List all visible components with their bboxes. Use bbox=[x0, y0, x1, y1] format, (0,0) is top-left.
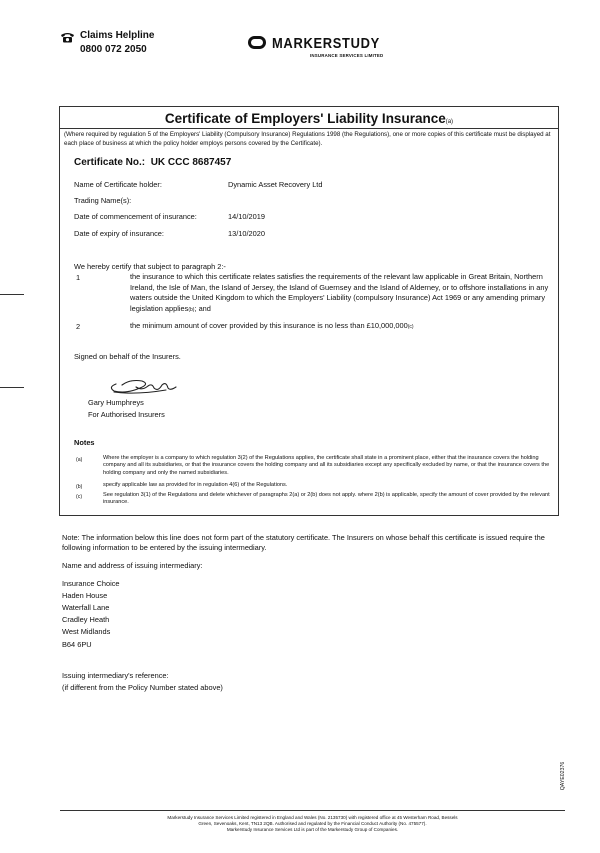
margin-mark bbox=[0, 387, 24, 388]
note-key-a: (a) bbox=[76, 457, 83, 463]
address-line: B64 6PU bbox=[62, 640, 92, 649]
address-line: Waterfall Lane bbox=[62, 603, 110, 612]
footer-divider bbox=[60, 810, 565, 811]
intermediary-label: Name and address of issuing intermediary: bbox=[62, 561, 203, 570]
signed-on-behalf: Signed on behalf of the Insurers. bbox=[74, 352, 181, 361]
note-key-b: (b) bbox=[76, 484, 83, 490]
logo-subtitle: INSURANCE SERVICES LIMITED bbox=[310, 53, 384, 58]
claims-helpline-number: 0800 072 2050 bbox=[80, 44, 147, 55]
margin-mark bbox=[0, 294, 24, 295]
signature bbox=[106, 375, 186, 397]
address-line: Haden House bbox=[62, 591, 108, 600]
statutory-note: Note: The information below this line does not form part of the statutory certificate. The Insurers on whose behalf this certificate is issued require the following information to be entered by the issuing intermediary. bbox=[62, 533, 545, 552]
field-label-trading: Trading Name(s): bbox=[74, 196, 132, 205]
paragraph-1: the insurance to which this certificate relates satisfies the requirements of the relevant law applicable in Great Britain, Northern Ireland, the Isle of Man, the Island of Jersey, the Island of Guernsey and the Island of Alderney, or to offshore installations in any waters outside the United Kingdom to which the Employers' Liability (compulsory Insurance) Act 1969 or any amending primary legislation applies(b); and bbox=[130, 272, 549, 313]
title-reference: (a) bbox=[445, 119, 454, 125]
logo-wordmark: MARKERSTUDY bbox=[272, 35, 380, 52]
notes-title: Notes bbox=[74, 438, 95, 447]
field-label-commencement: Date of commencement of insurance: bbox=[74, 212, 197, 221]
claims-helpline-label: Claims Helpline bbox=[80, 30, 155, 41]
certificate-title: Certificate of Employers' Liability Insurance(a) bbox=[164, 111, 454, 126]
footer-line: Markerstudy Insurance Services Limited registered in England and Wales (No. 2135730) with registered office at 45 Westerham Road, Bessels bbox=[167, 815, 458, 820]
footer bbox=[60, 815, 565, 834]
note-key-c: (c) bbox=[76, 494, 83, 500]
field-label-holder: Name of Certificate holder: bbox=[74, 180, 162, 189]
title-divider bbox=[59, 128, 559, 129]
note-a: Where the employer is a company to which regulation 3(2) of the Regulations applies, the certificate shall state in a prominent place, either that the insurance covers the holding company and all its subsidiaries, or that the insurance covers the holding company and all its subsidiaries except any specifically excluded by name, or that the insurance covers the holding company and only the named subsidiaries. bbox=[103, 455, 550, 476]
footer-line: Green, Sevenoaks, Kent, TN13 2QB. Authorised and regulated by the Financial Conduct Authority (No. 475577). bbox=[198, 821, 427, 827]
field-value-holder: Dynamic Asset Recovery Ltd bbox=[228, 180, 323, 189]
address-line: West Midlands bbox=[62, 627, 111, 636]
signatory-name: Gary Humphreys bbox=[88, 398, 144, 407]
logo-mark-icon bbox=[248, 36, 266, 49]
reference-note: (if different from the Policy Number stated above) bbox=[62, 683, 223, 692]
reference-label: Issuing intermediary's reference: bbox=[62, 671, 169, 680]
paragraph-number-1: 1 bbox=[76, 273, 81, 282]
footer-line: Markerstudy Insurance Services Ltd is part of the Markerstudy Group of Companies. bbox=[226, 827, 399, 833]
certificate-intro: (Where required by regulation 5 of the Employers' Liability (Compulsory Insurance) Regulations 1998 (the Regulations), one or more copies of this certificate must be displayed at each place of business at which the policy holder employs persons covered by the Certificate). bbox=[64, 131, 551, 147]
address-line: Cradley Heath bbox=[62, 615, 110, 624]
document-code: QAYE02376 bbox=[560, 761, 566, 791]
field-label-expiry: Date of expiry of insurance: bbox=[74, 229, 164, 238]
certify-statement: We hereby certify that subject to paragraph 2:- bbox=[74, 262, 226, 271]
signatory-role: For Authorised Insurers bbox=[88, 410, 165, 419]
note-b: specify applicable law as provided for in regulation 4(6) of the Regulations. bbox=[103, 482, 288, 488]
paragraph-number-2: 2 bbox=[76, 322, 81, 331]
paragraph-2: the minimum amount of cover provided by this insurance is no less than £10,000,000(c) bbox=[130, 321, 414, 330]
note-c: See regulation 3(1) of the Regulations and delete whichever of paragraphs 2(a) or 2(b) does not apply. where 2(b) is applicable, specify the amount of cover provided by the relevant insurance. bbox=[103, 492, 550, 506]
address-line: Insurance Choice bbox=[62, 579, 120, 588]
markerstudy-logo bbox=[248, 34, 384, 62]
certificate-number: Certificate No.: UK CCC 8687457 bbox=[74, 157, 232, 168]
telephone-icon bbox=[60, 32, 75, 43]
field-value-commencement: 14/10/2019 bbox=[228, 212, 265, 221]
field-value-expiry: 13/10/2020 bbox=[228, 229, 265, 238]
